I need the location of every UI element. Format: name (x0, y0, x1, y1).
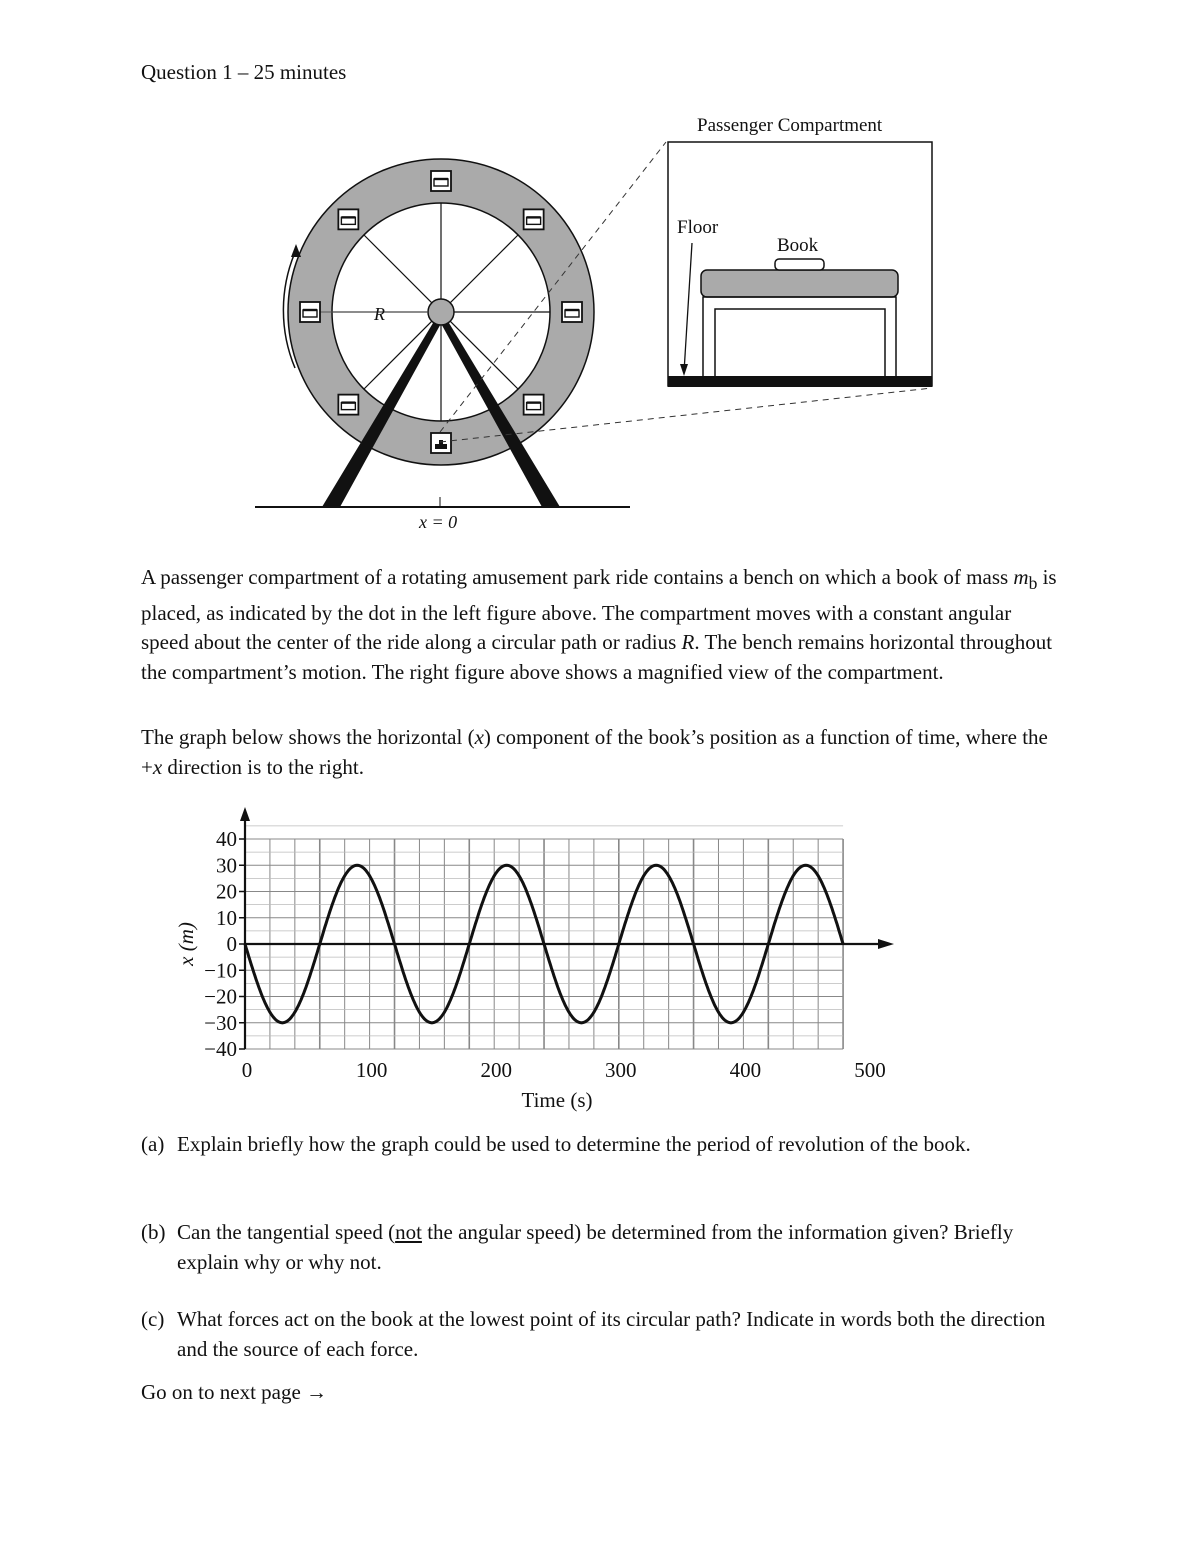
x-tick-label: 100 (355, 1058, 388, 1082)
compartment-icon (338, 395, 358, 415)
question-c (141, 1305, 1061, 1364)
chart-axes (239, 807, 894, 1049)
intro-paragraph (141, 563, 1061, 687)
bench-top (701, 270, 898, 297)
x-tick-labels (242, 1058, 886, 1082)
y-tick-label: −40 (204, 1037, 237, 1061)
intro-text-1: A passenger compartment of a rotating amusement park ride contains a bench on which a book of mass (141, 565, 1014, 589)
y-tick-label: 10 (216, 905, 237, 930)
intro-text-2: is placed, as indicated by the dot in the left figure above. The compartment moves with a constant angular speed about the center of the ride along a circular path or radius (141, 565, 1057, 655)
x-tick-label: 300 (605, 1058, 637, 1082)
x-symbol: x (474, 725, 484, 749)
x-tick-label: 500 (854, 1058, 886, 1082)
compartment-icon (431, 433, 451, 453)
graph-intro-text-3: direction is to the right. (162, 754, 364, 779)
book (775, 259, 824, 270)
book-label: Book (777, 235, 819, 256)
y-tick-label: 40 (216, 827, 237, 851)
mass-symbol: m (1013, 565, 1029, 589)
question-b-text-1: Can the tangential speed ( (177, 1220, 396, 1244)
radius-symbol: R (681, 630, 695, 655)
question-b (141, 1218, 1061, 1277)
next-page-link[interactable]: Go on to next page → (141, 1380, 328, 1404)
x-axis-arrow (878, 939, 894, 949)
graph-intro-paragraph (141, 723, 1061, 782)
position-time-chart (165, 800, 905, 1120)
y-tick-label: 30 (216, 853, 237, 878)
question-b-text (177, 1218, 1061, 1277)
y-tick-labels (204, 827, 237, 1061)
question-b-label: (b) (141, 1220, 166, 1244)
compartment-icon (338, 209, 358, 229)
question-c-label: (c) (141, 1307, 165, 1331)
question-a-text: Explain briefly how the graph could be used to determine the period of revolution of the book. (177, 1132, 971, 1156)
question-a-label: (a) (141, 1132, 165, 1156)
compartment-icon (431, 171, 451, 191)
y-tick-label: 0 (226, 932, 237, 956)
ride-figure (240, 108, 945, 538)
compartment-icon (562, 302, 582, 322)
question-b-text-2: the angular speed) be determined from the information given? Briefly explain why or why not. (177, 1220, 1014, 1274)
compartment-icon (524, 395, 544, 415)
y-tick-label: −30 (204, 1010, 237, 1035)
x-tick-label: 400 (729, 1058, 762, 1082)
intro-text-3: . The bench remains horizontal throughout the compartment’s motion. The right figure above shows a magnified view of the compartment. (141, 630, 1053, 684)
question-heading: Question 1 – 25 minutes (141, 60, 347, 84)
y-axis-label: x (m) (174, 922, 198, 966)
y-tick-label: 20 (216, 879, 237, 904)
mass-subscript: b (1028, 573, 1038, 594)
origin-label: x = 0 (419, 512, 458, 532)
y-tick-label: −10 (204, 958, 237, 983)
compartment-icon (524, 209, 544, 229)
chart-grid (245, 826, 843, 1049)
question-b-emphasis: not (395, 1220, 422, 1244)
graph-intro-text-1: The graph below shows the horizontal ( (141, 725, 475, 749)
compartment-icon (300, 302, 320, 322)
y-axis-arrow (240, 807, 250, 821)
x-symbol: x (152, 754, 163, 779)
wheel-hub (428, 299, 454, 325)
graph-intro-text-2: ) component of the book’s position as a function of time, where the + (141, 725, 1048, 779)
radius-label: R (374, 304, 385, 324)
x-tick-label: 0 (241, 1058, 253, 1082)
compartment-title: Passenger Compartment (697, 115, 883, 136)
floor-label: Floor (677, 217, 719, 238)
question-a (141, 1130, 1061, 1160)
x-tick-label: 200 (480, 1058, 512, 1082)
question-c-text: What forces act on the book at the lowest point of its circular path? Indicate in words both the direction and the source of each force. (177, 1307, 1046, 1361)
y-tick-label: −20 (204, 984, 237, 1009)
x-axis-label: Time (s) (521, 1088, 593, 1112)
